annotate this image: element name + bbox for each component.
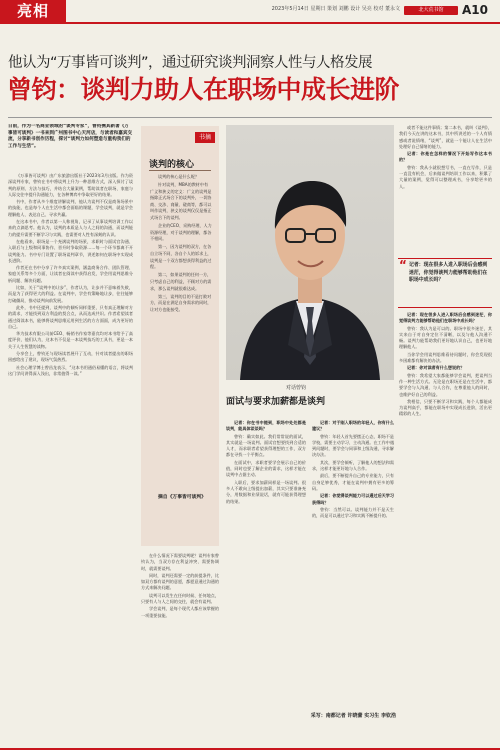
excerpt-paragraph: 第一，因为谈判的双方，在各自立场不同，各自个人的诉求上，谈判是一个双方都想获得利益的过程。: [150, 244, 212, 270]
interview-paragraph: 入职后，要求加薪同样是一场谈判。很多人不敢向上级提出加薪，其实只要准备充分，用数据和业绩说话，就有可能获得理想的结果。: [226, 479, 306, 504]
paragraph: 在这本书中，作者以第一人称视角，记录了从事谈判培训工作以来的点滴思考。他认为，谈判的本质是人与人之间的沟通，而谈判能力的提升需要不断学习与实践，也需要对人性有深刻的认识。: [8, 219, 133, 237]
body-column-1: [8, 173, 133, 701]
interview-paragraph: 记者：你在书中提到，职场中处处都是谈判，能具体谈谈吗？: [226, 420, 306, 432]
quote-mark-icon: “: [399, 258, 407, 272]
interview-paragraph: 当你学会用谈判思维看待问题时，你会发现很多困难都有解决的办法。: [399, 351, 492, 364]
excerpt-paragraph: 企业的CEO、采购经理、人力资源经理，对于谈判的理解，都各不相同。: [150, 223, 212, 242]
issue-info: 2023年5月14日 星期日 策划 刘鹏 设计 吴亮 校对 董永文: [271, 6, 400, 12]
paragraph: 在什么情况下需要谈判呢？谈判专家曾钧认为，当双方存在利益冲突、需要协调时，就需要谈判。: [141, 553, 219, 571]
article-subtitle: 他认为“万事皆可谈判”，通过研究谈判洞察人性与人格发展: [8, 55, 373, 71]
body-column-2: [141, 553, 219, 701]
paragraph: 同时，谈判还需要一定的前提条件，比如双方都有谈判的意愿，都愿意通过沟通的方式来解决问题。: [141, 572, 219, 591]
interview-column-2: [312, 420, 394, 702]
paragraph: 《万事皆可谈判》由广东旅游出版社于2023年3月出版。作为资深谈判专家，曾钧在书中将谈判上升为一种思维方式，深入探讨了谈判的原则、方法与技巧，并结合大量案例，帮助读者在职场、家庭与人际交往中提升沟通能力，在各种博弈中争取更好的结果。: [8, 173, 133, 197]
interview-paragraph: 曾钧：当然可以。谈判能力并不是天生的，而是可以通过学习和实践不断提升的。: [312, 506, 394, 519]
interview-paragraph: 曾钧：我从小就很想写书，一直在写作，只是一直没有机会，后来做谈判培训工作以来，积累了大量的案例，觉得可以整理成书，分享给更多的人。: [399, 164, 492, 189]
paragraph: 谈判可以发生在任何时候、任何地点，只要有人与人之间的交往，就会有谈判。: [141, 592, 219, 605]
article-lead: 日前，作为一名商业领域的“谈判专家”，曾钧携其新著《万事皆可谈判》一书来到广州图书中心天河店，与读者和嘉宾交流，分享新书创作历程，探讨“谈判力如何塑造与重构我们的工作与生活”。: [8, 124, 133, 149]
interview-heading: 面试与要求加薪都是谈判: [226, 397, 326, 407]
interview-paragraph: 最后，要不断提升自己的专业能力，只有自身足够优秀，才能在谈判中拥有更多的筹码。: [312, 473, 394, 491]
paragraph: 社会心理学博士曾昌龙表示，“这本书用通俗易懂的语言，将谈判这门学问讲得深入浅出，非常值得一读。”: [8, 364, 133, 376]
excerpt-source: 摘自《万事皆可谈判》: [158, 495, 206, 500]
masthead-rule: [0, 22, 500, 24]
paragraph: 作者还在书中分享了许多真实案例，涵盖商务合作、团队管理、家庭关系等多个方面，让读者在阅读中获得启发，学会用谈判思维分析问题、解决问题。: [8, 265, 133, 283]
interview-paragraph: 记者：对于刚入职场的年轻人，你有什么建议？: [312, 420, 394, 432]
excerpt-paragraph: 针对谈判，MBA的教材中有广义和狭义的定义：广义的谈判是指除正式场合下的谈判外，一切协商、交涉、商量、磋商等，都可以叫作谈判，狭义的谈判仅仅是指正式场合下的谈判。: [150, 182, 212, 221]
article-title: 曾钧：谈判力助人在职场中成长进阶: [7, 75, 400, 104]
section-tag: 亮相: [0, 0, 66, 22]
interview-paragraph: 记者：你是在怎样的情况下开始写作这本书的？: [399, 151, 492, 163]
excerpt-heading: 谈判的核心: [149, 160, 195, 170]
excerpt-paragraph: 谈判的核心是什么呢？: [158, 174, 199, 179]
photo-caption: 对话曾钧: [286, 385, 307, 391]
author-photo: [226, 125, 394, 380]
interview-paragraph: 曾钧：我希望大家都能够学会谈判，把谈判当作一种生活方式。无论是在职场还是在生活中，都要学会与人沟通、与人合作，在尊重他人的同时，也维护好自己的利益。: [399, 372, 492, 397]
excerpt-text: [150, 174, 212, 484]
interview-paragraph: 记者：现在很多人进入职场后会感到迷茫，你觉得谈判力能够帮助他们在职场中成长吗？: [399, 312, 492, 324]
interview-paragraph: 曾钧：年轻人首先要摆正心态，职场不是学校，需要主动学习、主动沟通。在工作中遇到问题时，要学会与同事和上级沟通，寻求解决办法。: [312, 433, 394, 458]
paragraph: 比如，关于“谈判中的让步”，作者认为，让步并不意味着失败，而是为了获得更大的利益。在谈判中，学会有策略地让步，往往能够打破僵局，推动谈判向前发展。: [8, 285, 133, 303]
paragraph: 华为技术有限公司前CEO、畅销书作家等嘉宾均对本书给予了高度评价，他们认为，这本书不仅是一本谈判技巧的工具书，更是一本关于人生智慧的读物。: [8, 331, 133, 349]
page-number: A10: [462, 3, 488, 17]
paragraph: 在他看来，职场是一个充满谈判的场景，求职时与面试官沟通、入职后与上级和同事协作、晋升时争取资源……每一个环节都离不开谈判能力。书中专门设置了职场谈判章节，讲述如何在职场中实现成长进阶。: [8, 238, 133, 263]
pull-quote: 记者：现在很多人进入职场后会感到迷茫，你觉得谈判力能够帮助他们在职场中成长吗？: [409, 262, 488, 284]
excerpt-divider: [149, 170, 211, 171]
author-portrait-illustration: [226, 125, 394, 380]
paragraph: 分享会上，曾钧还与现场读者展开了互动，针对读者提出的职场困惑给出了建议，现场气氛热烈。: [8, 351, 133, 363]
interview-column-3: [399, 312, 492, 702]
title-divider: [8, 117, 492, 118]
paragraph: 学会谈判，是每个现代人都应该掌握的一项重要技能。: [141, 606, 219, 618]
interview-paragraph: 我相信，只要不断学习和实践，每个人都能成为谈判高手，都能在职场中实现成长进阶，活出更精彩的人生。: [399, 398, 492, 417]
interview-paragraph: 或者不能这件事情；第二本书，就叫《谈判》，我们今天在讲的这本书，其中所讲述的一个人有情感或者说情绪，“谈判”，就是一个能让人在生活中处理好自己情绪的能力。: [399, 125, 492, 149]
interview-paragraph: 曾钧：确实如此。我们常常说的面试，其实就是一场谈判。面试官想要找到合适的人才，而求职者希望获得理想的工作，双方都在寻找一个平衡点。: [226, 433, 306, 458]
interview-paragraph: 记者：你觉得谈判能力可以通过后天学习获得吗？: [312, 493, 394, 505]
paragraph: 此外，书中还提到，谈判中的倾听同样重要，只有真正理解对方的需求，才能找到双方利益的契合点，从而达成共识。作者希望读者通过阅读本书，能够将谈判思维运用到生活的方方面面，成为更好的自己。: [8, 304, 133, 329]
excerpt-paragraph: 第三，谈判的目的不是打败对方，而是在满足自身需求的同时，让对方也能接受。: [150, 293, 212, 312]
excerpt-tag: 书摘: [195, 132, 215, 143]
excerpt-paragraph: 第二，如果谈判的任何一方，只考虑自己的利益，不顾对方的需求，那么谈判就很难达成。: [150, 272, 212, 291]
editor-credits: 采写：南都记者 许晓蕾 实习生 李钦浩: [310, 713, 396, 719]
interview-paragraph: 其次，要学会倾听，了解他人的想法和需求，这样才能更好地与人合作。: [312, 459, 394, 472]
interview-column-1: [226, 420, 306, 702]
interview-paragraph: 曾钧：我认为是可以的。职场中很多迷茫，其实来自于对自身定位不清晰，以及与他人沟通不畅。谈判力能帮助我们更好地认识自己，也更好地理解他人。: [399, 325, 492, 350]
interview-paragraph: 在面试中，求职者要学会展示自己的价值，同时也要了解企业的需求，这样才能在谈判中占据主动。: [226, 459, 306, 478]
interview-paragraph: 记者：你对读者有什么想说的？: [407, 365, 465, 371]
paragraph: 书中，作者从多个维度讲解谈判，他认为谈判不仅是商务场景中的技能，也是每个人在生活中都会面临的课题，学会谈判，就是学会理解他人、表达自己、寻求共赢。: [8, 199, 133, 217]
column-badge: 北大荒书馆: [404, 6, 458, 15]
